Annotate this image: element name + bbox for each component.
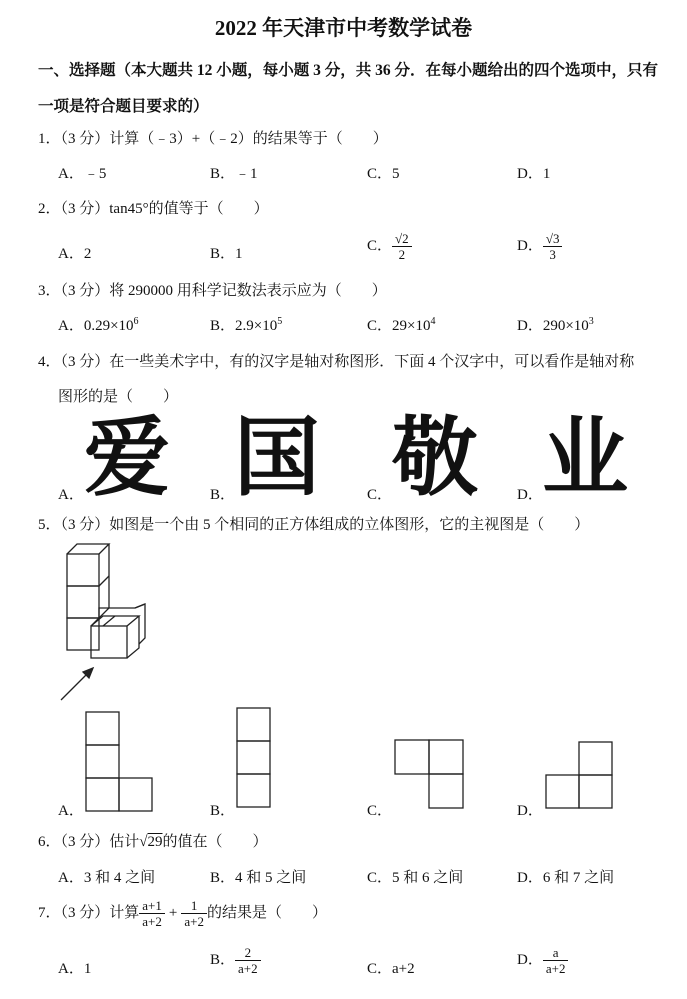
q3-option-a-exponent: 6: [133, 316, 139, 327]
q3-option-c: [367, 314, 435, 335]
fraction-denominator: a+2: [184, 914, 204, 929]
q7-option-c: C．a+2: [367, 961, 415, 977]
q2-option-a: A．2: [58, 246, 92, 262]
q5-option-c: C．: [367, 803, 393, 819]
q3-option-b-text: B．2.9×10: [210, 318, 278, 334]
q7-fraction-1: [139, 898, 165, 929]
fraction-denominator: 3: [549, 247, 556, 262]
q5-option-b-figure: [232, 704, 278, 812]
q3-option-a: [58, 314, 139, 335]
q2-option-d-fraction: [543, 231, 563, 262]
q4-option-d: D．: [517, 487, 543, 503]
question-6-stem: [38, 830, 268, 851]
fraction-denominator: a+2: [142, 914, 162, 929]
q5-option-b: B．: [210, 803, 236, 819]
question-3-stem: 3．（3 分）将 290000 用科学记数法表示应为（ ）: [38, 283, 387, 299]
q7-stem-suffix: 的结果是（ ）: [206, 904, 327, 921]
q2-option-c-fraction: [392, 231, 412, 262]
q1-option-a: A．﹣5: [58, 166, 107, 182]
q2-option-b: B．1: [210, 246, 243, 262]
question-5-stem: 5．（3 分）如图是一个由 5 个相同的正方体组成的立体图形，它的主视图是（ ）: [38, 517, 590, 533]
q5-option-c-figure: [390, 736, 470, 812]
plus-sign: +: [168, 904, 178, 921]
q5-option-d: D．: [517, 803, 543, 819]
q2-option-c-label: C．: [367, 237, 393, 254]
q3-option-a-text: A．0.29×10: [58, 318, 134, 334]
q7-option-a: A．1: [58, 961, 92, 977]
question-2-stem: 2．（3 分）tan45°的值等于（ ）: [38, 201, 269, 217]
question-4-stem-line1: 4．（3 分）在一些美术字中，有的汉字是轴对称图形．下面 4 个汉字中，可以看作是轴对称: [38, 354, 635, 370]
q7-option-b-fraction: [235, 945, 261, 976]
q3-option-d: [517, 314, 594, 335]
fraction-denominator: 2: [398, 247, 406, 262]
fraction-numerator: a+1: [139, 898, 165, 914]
q5-option-d-figure: [541, 738, 621, 814]
q1-option-d: D．1: [517, 166, 551, 182]
q7-option-d-label: D．: [517, 951, 543, 968]
q3-option-b-exponent: 5: [277, 316, 283, 327]
fraction-numerator: a: [543, 945, 569, 961]
q7-option-d-fraction: [543, 945, 569, 976]
q6-stem-suffix: 的值在（ ）: [162, 834, 268, 850]
q4-option-b: B．: [210, 487, 236, 503]
question-4-stem-line2: 图形的是（ ）: [58, 389, 179, 405]
q3-option-d-text: D．290×10: [517, 318, 589, 334]
q1-option-b: B．﹣1: [210, 166, 258, 182]
q2-option-c: [367, 231, 412, 262]
section-heading-line2: 一项是符合题目要求的）: [38, 98, 209, 115]
q6-option-d: D．6 和 7 之间: [517, 870, 615, 886]
q3-option-c-text: C．29×10: [367, 318, 431, 334]
q4-option-c: C．: [367, 487, 393, 503]
question-1-stem: 1．（3 分）计算（﹣3）+（﹣2）的结果等于（ ）: [38, 131, 388, 147]
q3-option-d-exponent: 3: [588, 316, 594, 327]
section-heading-line1: 一、选择题（本大题共 12 小题，每小题 3 分，共 36 分．在每小题给出的四个选项中，只有: [38, 62, 659, 79]
fraction-denominator: a+2: [545, 961, 566, 976]
q3-option-c-exponent: 4: [430, 316, 436, 327]
q1-option-c: C．5: [367, 166, 400, 182]
q2-option-d: [517, 231, 562, 262]
q6-option-c: C．5 和 6 之间: [367, 870, 464, 886]
cube-stack-figure: [55, 538, 155, 708]
q7-option-b-label: B．: [210, 951, 236, 968]
fraction-numerator: √3: [543, 231, 563, 247]
fraction-numerator: 2: [235, 945, 261, 961]
q7-option-d: [517, 945, 568, 976]
q4-option-a: A．: [58, 487, 84, 503]
fraction-denominator: a+2: [238, 961, 258, 976]
art-character-ye: 业: [542, 408, 628, 508]
q6-option-b: B．4 和 5 之间: [210, 870, 307, 886]
art-character-jing: 敬: [392, 408, 478, 508]
art-character-guo: 国: [234, 408, 320, 508]
q5-option-a: A．: [58, 803, 84, 819]
page-title: 2022 年天津市中考数学试卷: [214, 16, 473, 40]
art-character-ai: 爱: [84, 408, 170, 508]
q5-option-a-figure: [80, 708, 160, 814]
q7-option-b: [210, 945, 261, 976]
q3-option-b: [210, 314, 282, 335]
q6-stem-prefix: 6．（3 分）估计: [38, 834, 140, 850]
q2-option-d-label: D．: [517, 237, 543, 254]
q6-option-a: A．3 和 4 之间: [58, 870, 156, 886]
q6-radicand: 29: [147, 834, 163, 850]
q7-stem-prefix: 7．（3 分）计算: [38, 904, 140, 921]
sqrt-symbol: √: [139, 834, 148, 850]
fraction-numerator: 1: [181, 898, 207, 914]
fraction-numerator: √2: [392, 231, 412, 247]
question-7-stem: [38, 898, 327, 929]
q7-fraction-2: [181, 898, 207, 929]
